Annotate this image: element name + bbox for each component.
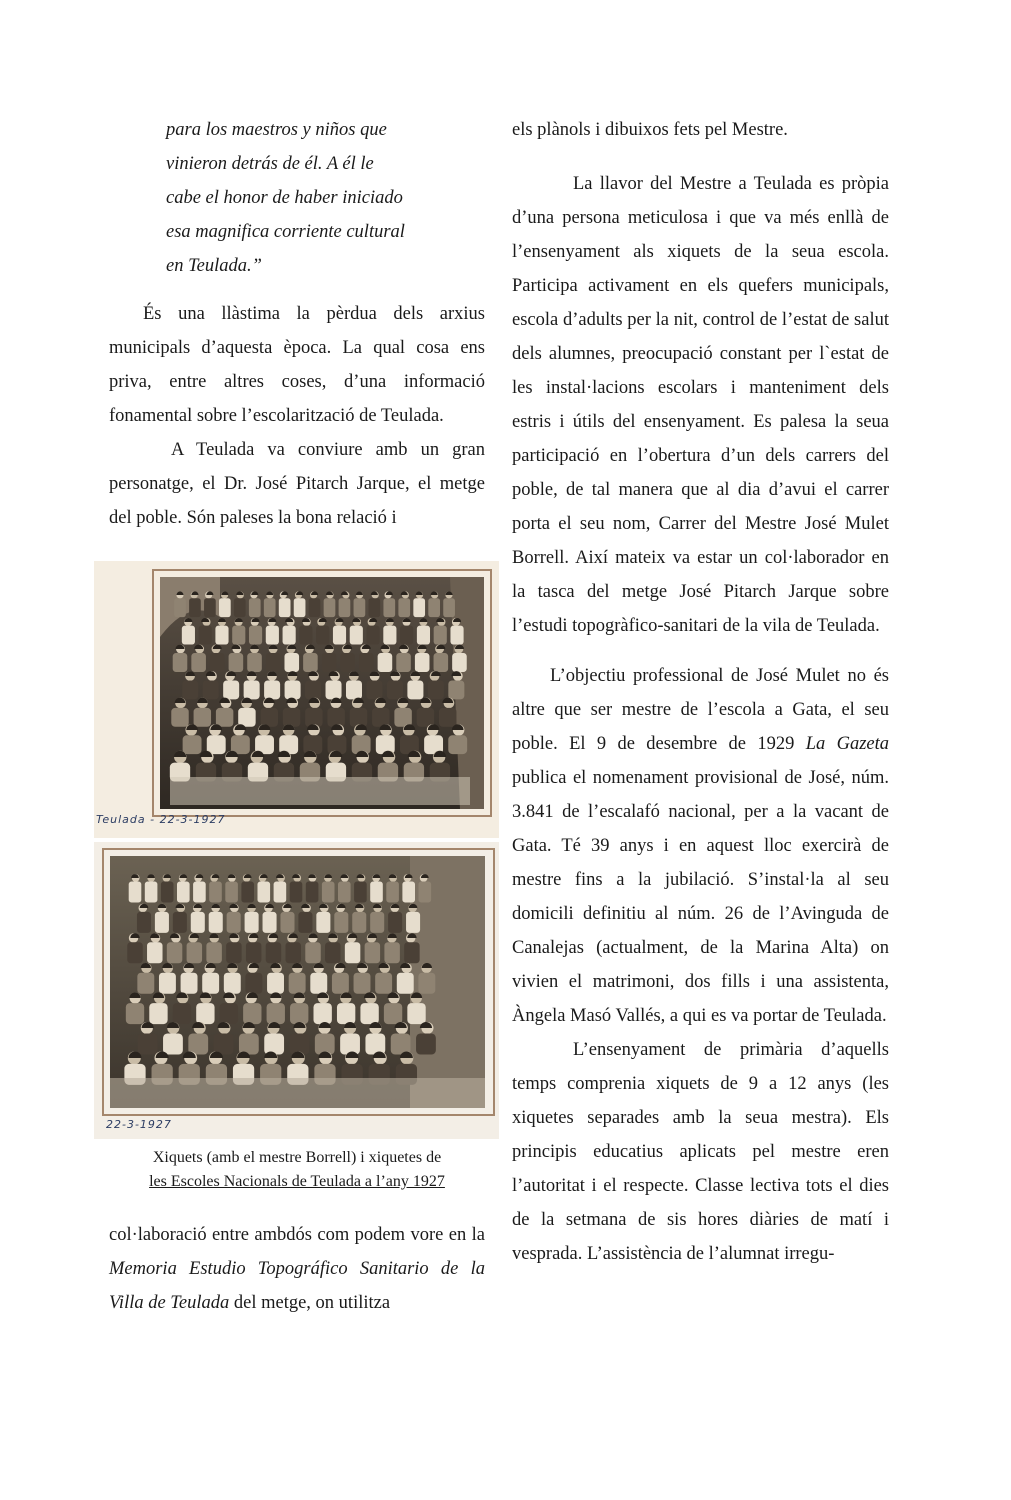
figure-body (264, 598, 276, 617)
figure-body (378, 653, 393, 672)
figure-body (398, 598, 410, 617)
figure-body (322, 882, 335, 903)
figure-body (391, 1034, 411, 1055)
figure-body (182, 680, 198, 699)
quote-line: vinieron detrás de él. A él le (166, 154, 374, 174)
figure-body (137, 912, 151, 933)
figure-body (283, 708, 300, 727)
figure-body (284, 653, 299, 672)
boys-group-illustration (160, 577, 484, 809)
class-photo-boys (94, 561, 499, 838)
figure-body (384, 1003, 402, 1024)
figure-body (365, 942, 380, 963)
figure-body (400, 626, 413, 645)
figure-body (327, 708, 344, 727)
figure-body (366, 680, 382, 699)
figure-body (369, 598, 381, 617)
figure-body (219, 598, 231, 617)
figure-body (386, 882, 399, 903)
figure-body (434, 653, 449, 672)
figure-body (305, 680, 321, 699)
figure-body (173, 653, 188, 672)
figure-body (303, 735, 322, 754)
figure-body (145, 882, 158, 903)
figure-body (394, 708, 411, 727)
paragraph-plans: els plànols i dibuixos fets pel Mestre. (512, 120, 788, 140)
figure-body (147, 942, 162, 963)
figure-body (249, 598, 261, 617)
figure-body (177, 882, 190, 903)
figure-body (137, 973, 154, 994)
figure-body (310, 973, 327, 994)
figure-body (188, 1034, 208, 1055)
figure-body (232, 626, 245, 645)
text-run: col·laboració entre ambdós com podem vore en la (109, 1225, 485, 1245)
book-title: Memoria Estudio Topográfico Sanitario de la Villa de Teulada (109, 1259, 485, 1313)
figure-body (267, 973, 284, 994)
figure-body (223, 680, 239, 699)
figure-body (345, 942, 360, 963)
figure-body (194, 708, 211, 727)
figure-body (258, 882, 271, 903)
publication-title: La Gazeta (805, 734, 889, 754)
figure-body (209, 912, 223, 933)
class-photo-girls (94, 842, 499, 1139)
figure-body (215, 626, 228, 645)
figure-body (407, 1003, 425, 1024)
figure-body (173, 912, 187, 933)
figure-body (309, 598, 321, 617)
figure-body (229, 653, 244, 672)
figure-body (448, 735, 467, 754)
figure-body (413, 598, 425, 617)
figure-body (406, 912, 420, 933)
figure-body (384, 942, 399, 963)
figure-body (306, 882, 319, 903)
figure-body (163, 1034, 183, 1055)
figure-body (407, 680, 423, 699)
figure-body (354, 598, 366, 617)
figure-body (387, 680, 403, 699)
figure-body (226, 942, 241, 963)
figure-body (417, 626, 430, 645)
figure-body (173, 1003, 191, 1024)
figure-body (404, 942, 419, 963)
figure-body (220, 1003, 238, 1024)
figure-body (203, 680, 219, 699)
figure-body (322, 653, 337, 672)
figure-body (161, 882, 174, 903)
photo-inscription: 22-3-1927 (106, 1118, 172, 1131)
paragraph-ensenyament: L’ensenyament de primària d’aquells temps comprenia xiquets de 9 a 12 anys (les xiquetes separades amb la seua mestra). Els principis educatius aplicats pel mestre eren l’autoritat i el respecte. Classe lectiva tots el dies de la setmana de sis hores diàries de matí i vesprada. L’assistència de l’alumnat irregu- (512, 1040, 889, 1264)
paragraph-archives: És una llàstima la pèrdua dels arxius municipals d’aquesta època. La qual cosa ens priva, entre altres coses, d’una informació fonamental sobre l’escolarització de Teulada. (109, 304, 485, 426)
girls-group-illustration (110, 856, 485, 1108)
figure-body (289, 973, 306, 994)
figure-body (334, 912, 348, 933)
figure-body (450, 626, 463, 645)
figure-body (352, 912, 366, 933)
figure-body (206, 942, 221, 963)
figure-body (397, 973, 414, 994)
figure-body (448, 680, 464, 699)
figure-body (338, 882, 351, 903)
figure-body (339, 598, 351, 617)
figure-body (202, 973, 219, 994)
figure-body (337, 1003, 355, 1024)
figure-body (346, 680, 362, 699)
photo-inscription: Teulada - 22-3-1927 (96, 813, 226, 826)
figure-body (417, 708, 434, 727)
figure-body (167, 942, 182, 963)
figure-body (279, 598, 291, 617)
figure-body (174, 598, 186, 617)
figure-body (350, 708, 367, 727)
quote-line: en Teulada.” (166, 256, 262, 276)
figure-body (204, 598, 216, 617)
figure-body (370, 882, 383, 903)
text-run: L’objectiu professional de José Mulet no és altre que ser mestre de l’escola a Gata, el seu poble. El 9 de desembre de 1929 (512, 666, 889, 754)
figure-body (452, 653, 467, 672)
figure-body (245, 973, 262, 994)
figure-body (189, 598, 201, 617)
figure-body (266, 626, 279, 645)
figure-body (354, 973, 371, 994)
left-column (109, 113, 485, 535)
figure-body (210, 653, 225, 672)
figure-body (239, 1034, 259, 1055)
figure-body (225, 882, 238, 903)
figure-body (415, 653, 430, 672)
figure-body (224, 973, 241, 994)
figure-body (360, 1003, 378, 1024)
figure-body (243, 1003, 261, 1024)
figure-body (305, 942, 320, 963)
figure-body (149, 1003, 167, 1024)
figure-body (187, 942, 202, 963)
figure-body (290, 882, 303, 903)
figure-body (283, 626, 296, 645)
paragraph-memoria (109, 1218, 485, 1320)
figure-body (244, 680, 260, 699)
figure-body (376, 735, 395, 754)
figure-body (266, 942, 281, 963)
paragraph-objectiu (512, 659, 889, 1033)
photo-caption (109, 1146, 485, 1194)
caption-line: Xiquets (amb el mestre Borrell) i xiquetes de (152, 1149, 442, 1166)
figure-body (216, 708, 233, 727)
figure-body (428, 680, 444, 699)
figure-body (245, 912, 259, 933)
paragraph-llavor: La llavor del Mestre a Teulada es pròpia d’una persona meticulosa i que va més enllà de l’ensenyament als xiquets de la seua escola. Participa activament en els quefers municipals, escola d’adults per la nit, control de l’estat de salut dels alumnes, preocupació constant per l`estat de les instal·lacions escolars i manteniment dels estris i útils del ensenyament. Es palesa la seua participació en l’obertura d’un dels carrers del poble, de tal manera que al dia d’avui el carrer porta el seu nom, Carrer del Mestre José Mulet Borrell. Així mateix va estar un col·laborador en la tasca del metge José Pitarch Jarque sobre l’estudi topogràfico-sanitari de la vila de Teulada. (512, 174, 889, 636)
figure-body (126, 1003, 144, 1024)
figure-body (372, 708, 389, 727)
photo-girls-image (110, 856, 485, 1108)
figure-body (418, 973, 435, 994)
figure-body (316, 626, 329, 645)
figure-body (298, 912, 312, 933)
figure-body (428, 598, 440, 617)
figure-body (290, 1034, 310, 1055)
figure-body (209, 882, 222, 903)
figure-body (388, 912, 402, 933)
figure-body (280, 912, 294, 933)
figure-body (247, 653, 262, 672)
figure-body (314, 1003, 332, 1024)
figure-body (191, 912, 205, 933)
figure-body (159, 973, 176, 994)
figure-body (263, 912, 277, 933)
quote-line: para los maestros y niños que (166, 120, 387, 140)
figure-body (264, 680, 280, 699)
figure-body (264, 1034, 284, 1055)
caption-line: les Escoles Nacionals de Teulada a l’any 1927 (149, 1173, 445, 1190)
figure-body (402, 882, 415, 903)
right-column (512, 113, 889, 1271)
paragraph-pitarch: A Teulada va conviure amb un gran personatge, el Dr. José Pitarch Jarque, el metge del poble. Són paleses la bona relació i (109, 440, 485, 528)
figure-body (171, 708, 188, 727)
figure-body (155, 912, 169, 933)
figure-body (333, 626, 346, 645)
photo-boys-image (160, 577, 484, 809)
figure-body (285, 680, 301, 699)
figure-body (316, 912, 330, 933)
figure-body (182, 626, 195, 645)
figure-body (332, 973, 349, 994)
left-column-continued (109, 1218, 485, 1320)
figure-body (266, 653, 281, 672)
figure-body (286, 942, 301, 963)
figure-body (261, 708, 278, 727)
figure-body (234, 598, 246, 617)
figure-body (416, 1034, 436, 1055)
figure-body (359, 653, 374, 672)
figure-body (370, 912, 384, 933)
figure-body (227, 912, 241, 933)
figure-body (290, 1003, 308, 1024)
figure-body (129, 882, 142, 903)
figure-body (183, 735, 202, 754)
figure-body (241, 882, 254, 903)
figure-body (267, 1003, 285, 1024)
quote-line: cabe el honor de haber iniciado (166, 188, 403, 208)
text-run: del metge, on utilitza (229, 1293, 391, 1313)
figure-body (305, 708, 322, 727)
figure-body (138, 1034, 158, 1055)
figure-body (325, 942, 340, 963)
figure-body (367, 626, 380, 645)
quote-line: esa magnifica corriente cultural (166, 222, 405, 242)
figure-body (443, 598, 455, 617)
figure-body (181, 973, 198, 994)
figure-body (294, 598, 306, 617)
figure-body (303, 653, 318, 672)
figure-body (299, 626, 312, 645)
text-run: publica el nomenament provisional de José, núm. 3.841 de l’escalafó nacional, per a la vacant de Gata. Té 39 anys i en aquest lloc exercirà de mestre fins a la jubilació. S’instal·la al seu domicili definitiu al núm. 26 de l’Avinguda de Canalejas (actualment, de la Marina Alta) on vivien el matrimoni, dos fills i una assistenta, Àngela Masó Vallés, a qui es va portar de Teulada. (512, 768, 889, 1026)
figure-body (196, 1003, 214, 1024)
figure-body (383, 598, 395, 617)
figure-body (340, 653, 355, 672)
figure-body (350, 626, 363, 645)
figure-body (365, 1034, 385, 1055)
figure-body (326, 680, 342, 699)
figure-body (315, 1034, 335, 1055)
figure-body (354, 882, 367, 903)
figure-body (439, 708, 456, 727)
figure-body (238, 708, 255, 727)
figure-body (199, 626, 212, 645)
figure-body (419, 882, 432, 903)
figure-body (127, 942, 142, 963)
figure-body (324, 598, 336, 617)
figure-body (191, 653, 206, 672)
figure-body (249, 626, 262, 645)
figure-body (375, 973, 392, 994)
figure-body (274, 882, 287, 903)
figure-body (340, 1034, 360, 1055)
figure-body (214, 1034, 234, 1055)
figure-body (246, 942, 261, 963)
figure-body (193, 882, 206, 903)
figure-body (396, 653, 411, 672)
figure-body (434, 626, 447, 645)
figure-body (383, 626, 396, 645)
